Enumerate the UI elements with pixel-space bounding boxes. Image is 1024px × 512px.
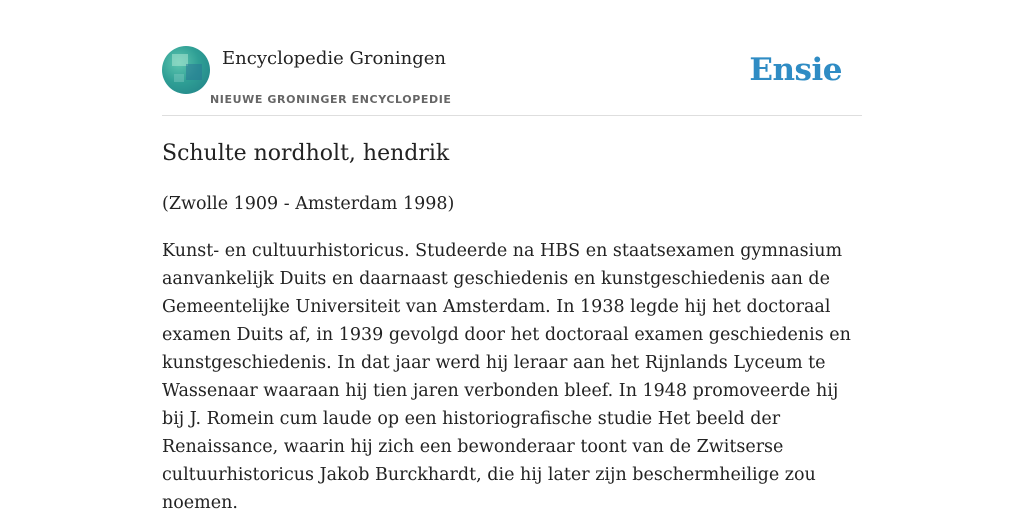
encyclopedia-avatar-icon[interactable] bbox=[162, 46, 210, 94]
site-name-link[interactable]: Encyclopedie Groningen bbox=[222, 48, 447, 69]
site-header bbox=[162, 46, 862, 116]
site-tagline: NIEUWE GRONINGER ENCYCLOPEDIE bbox=[210, 93, 452, 106]
ensie-logo[interactable]: Ensie bbox=[749, 52, 842, 88]
article-body: Kunst- en cultuurhistoricus. Studeerde na HBS en staatsexamen gymnasium aanvankelijk Duits en daarnaast geschiedenis en kunstgeschiedenis aan de Gemeentelijke Universiteit van Amsterdam. In 1938 legde hij het doctoraal examen Duits af, in 1939 gevolgd door het doctoraal examen geschiedenis en kunstgeschiedenis. In dat jaar werd hij leraar aan het Rijnlands Lyceum te Wassenaar waaraan hij tien jaren verbonden bleef. In 1948 promoveerde hij bij J. Romein cum laude op een historiografische studie Het beeld der Renaissance, waarin hij zich een bewonderaar toont van de Zwitserse cultuurhistoricus Jakob Burckhardt, die hij later zijn beschermheilige zou noemen. bbox=[162, 241, 851, 512]
article-subtitle: (Zwolle 1909 - Amsterdam 1998) bbox=[162, 194, 455, 214]
article bbox=[162, 138, 862, 512]
article-title: Schulte nordholt, hendrik bbox=[162, 141, 450, 166]
